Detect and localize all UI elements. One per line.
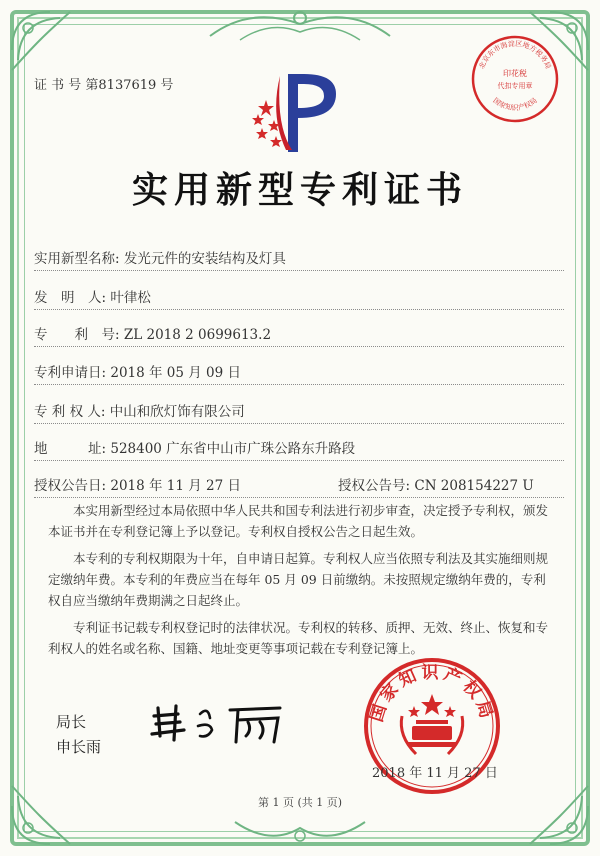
certificate-title: 实用新型专利证书 xyxy=(131,169,468,211)
field-value: ZL 2018 2 0699613.2 xyxy=(123,327,272,343)
divider xyxy=(34,384,564,385)
field-filing-date xyxy=(34,361,241,381)
field-value: 2018 年 11 月 27 日 xyxy=(110,478,242,494)
tax-stamp xyxy=(470,34,560,124)
field-patentee xyxy=(34,400,245,420)
director-title: 局长 xyxy=(56,713,87,731)
field-label: 授权公告日: xyxy=(34,478,107,494)
divider xyxy=(34,497,564,498)
corner-ornament-icon xyxy=(520,776,590,846)
body-paragraph: 本专利的专利权期限为十年，自申请日起算。专利权人应当依照专利法及其实施细则规定缴纳年费。本专利的年费应当在每年 05 月 09 日前缴纳。未按照规定缴纳年费的，专利权自应当缴纳年费期满之日起终止。 xyxy=(48,551,549,608)
field-label: 发 明 人: xyxy=(34,290,107,306)
svg-text:北京东市海淀区地方税务局 xyxy=(477,39,552,70)
svg-text:国家知识产权局 xyxy=(367,663,497,724)
field-inventor xyxy=(34,286,151,306)
field-value: 2018 年 05 月 09 日 xyxy=(110,365,242,381)
svg-text:国家知识产权局 xyxy=(491,96,538,112)
field-value: 发光元件的安装结构及灯具 xyxy=(123,251,286,267)
tax-stamp-line: 代扣专用章 xyxy=(497,82,533,90)
field-label: 专 利 权 人: xyxy=(34,404,106,420)
divider xyxy=(34,346,564,347)
field-address xyxy=(34,437,355,457)
body-paragraph: 本实用新型经过本局依照中华人民共和国专利法进行初步审查，决定授予专利权，颁发本证书并在专利登记簿上予以登记。专利权自授权公告之日起生效。 xyxy=(48,503,549,539)
field-value: CN 208154227 U xyxy=(414,478,534,494)
field-value: 叶律松 xyxy=(110,290,151,306)
divider xyxy=(34,460,564,461)
certificate-body xyxy=(48,500,556,665)
field-label: 专 利 号: xyxy=(34,327,120,343)
top-ornament-icon xyxy=(200,6,400,46)
corner-ornament-icon xyxy=(10,776,80,846)
cnipa-logo-icon xyxy=(252,66,348,156)
page-number: 第 1 页 (共 1 页) xyxy=(257,796,343,809)
director-signature xyxy=(148,696,288,746)
issue-date: 2018 年 11 月 27 日 xyxy=(372,766,498,781)
field-grant-date xyxy=(34,474,241,494)
field-patent-number xyxy=(34,323,271,343)
corner-ornament-icon xyxy=(10,10,80,80)
national-emblem-icon xyxy=(401,694,462,754)
field-label: 地 址: xyxy=(34,441,107,457)
field-label: 专利申请日: xyxy=(34,365,107,381)
tax-stamp-arc-text: 北京东市海淀区地方税务局 xyxy=(477,39,553,71)
divider xyxy=(34,270,564,271)
director-name: 申长雨 xyxy=(56,738,102,756)
bottom-ornament-icon xyxy=(230,812,370,846)
field-grant-number xyxy=(338,474,534,494)
body-paragraph: 专利证书记载专利权登记时的法律状况。专利权的转移、质押、无效、终止、恢复和专利权人的姓名或名称、国籍、地址变更等事项记载在专利登记簿上。 xyxy=(48,620,549,656)
field-label: 授权公告号: xyxy=(338,478,411,494)
tax-stamp-line: 印花税 xyxy=(503,69,527,78)
seal-arc-text: 国家知识产权局 xyxy=(366,663,498,725)
tax-stamp-bottom-text: 国家知识产权局 xyxy=(491,96,539,113)
field-value: 中山和欣灯饰有限公司 xyxy=(109,404,245,420)
divider xyxy=(34,309,564,310)
field-label: 实用新型名称: xyxy=(34,251,120,267)
field-utility-model-name xyxy=(34,247,286,267)
divider xyxy=(34,423,564,424)
certificate-number: 证 书 号 第8137619 号 xyxy=(34,78,174,93)
field-value: 528400 广东省中山市广珠公路东升路段 xyxy=(110,441,356,457)
